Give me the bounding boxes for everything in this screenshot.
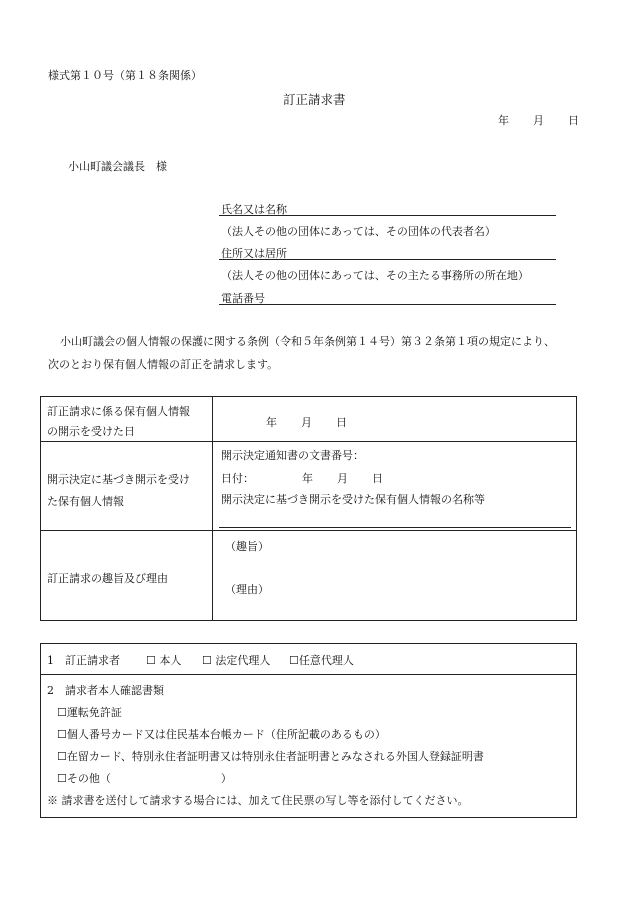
intro-line1: 小山町議会の個人情報の保護に関する条例（令和５年条例第１４号）第３２条第１項の規定により、: [60, 335, 555, 348]
option-label: 任意代理人: [298, 654, 354, 667]
date-year: 年: [302, 472, 313, 485]
id-doc-residence-card[interactable]: ☐在留カード、特別永住者証明書又は特別永住者証明書とみなされる外国人登録証明書: [57, 750, 484, 763]
requester-type-principal[interactable]: ☐ 本人: [146, 654, 182, 667]
date-day: 日: [336, 416, 347, 429]
disclosed-info-label: 開示決定に基づき開示を受け: [47, 473, 190, 486]
table-divider: [212, 396, 213, 621]
id-documents-label: 2 請求者本人確認書類: [47, 684, 164, 697]
notice-date-field[interactable]: [221, 472, 383, 486]
applicant-name-field[interactable]: [219, 200, 556, 216]
applicant-address-note: （法人その他の団体にあっては、その主たる事務所の所在地）: [221, 269, 529, 282]
doc-label: 在留カード、特別永住者証明書又は特別永住者証明書とみなされる外国人登録証明書: [66, 750, 484, 763]
applicant-address-field[interactable]: [219, 244, 556, 260]
disclosure-date-label-cont: の開示を受けた日: [47, 425, 135, 438]
doc-other-close: ）: [220, 772, 232, 785]
requester-type-voluntary-agent[interactable]: ☐任意代理人: [289, 654, 354, 667]
date-year: 年: [266, 416, 277, 429]
option-label: 法定代理人: [215, 654, 271, 667]
requester-type-legal-agent[interactable]: ☐ 法定代理人: [202, 654, 271, 667]
addressee: 小山町議会議長 様: [68, 160, 167, 173]
id-doc-drivers-license[interactable]: ☐運転免許証: [57, 706, 122, 719]
date-day: 日: [372, 472, 383, 485]
disclosed-info-label-cont: た保有個人情報: [47, 495, 124, 508]
doc-label: 個人番号カード又は住民基本台帳カード（住所記載のあるもの）: [66, 728, 386, 741]
option-label: 本人: [159, 654, 182, 667]
intro-line2: 次のとおり保有個人情報の訂正を請求します。: [48, 358, 279, 371]
date-month: 月: [533, 114, 544, 127]
applicant-name-note: （法人その他の団体にあっては、その団体の代表者名）: [221, 225, 496, 238]
reason-field[interactable]: （理由）: [225, 583, 269, 596]
disclosed-info-name-label: 開示決定に基づき開示を受けた保有個人情報の名称等: [221, 493, 485, 506]
disclosure-date-label: 訂正請求に係る保有個人情報: [47, 405, 190, 418]
notice-date-label: 日付：: [221, 472, 254, 485]
date-month: 月: [301, 416, 312, 429]
mailing-note: ※ 請求書を送付して請求する場合には、加えて住民票の写し等を添付してください。: [47, 794, 469, 807]
id-doc-my-number-card[interactable]: ☐個人番号カード又は住民基本台帳カード（住所記載のあるもの）: [57, 728, 386, 741]
table-row-line: [40, 530, 577, 531]
page-title: 訂正請求書: [283, 92, 346, 107]
applicant-address-label: 住所又は居所: [221, 247, 287, 260]
box-row-line: [40, 674, 577, 675]
requester-section-label: 1 訂正請求者: [47, 654, 120, 667]
doc-label: 運転免許証: [66, 706, 122, 719]
date-year: 年: [498, 114, 509, 127]
applicant-name-label: 氏名又は名称: [221, 203, 287, 216]
doc-label: その他（: [66, 772, 111, 785]
applicant-phone-field[interactable]: [219, 289, 556, 305]
table-row-line: [40, 441, 577, 442]
disclosed-info-name-field[interactable]: [219, 512, 571, 528]
form-number: 様式第１０号（第１８条関係）: [48, 69, 202, 82]
purpose-field[interactable]: （趣旨）: [225, 540, 269, 553]
date-day: 日: [568, 114, 579, 127]
disclosure-date-field[interactable]: [266, 416, 347, 430]
id-doc-other[interactable]: ☐その他（ ）: [57, 772, 232, 785]
purpose-reason-label: 訂正請求の趣旨及び理由: [47, 572, 168, 585]
request-date[interactable]: [498, 114, 579, 128]
date-month: 月: [337, 472, 348, 485]
notice-number-label[interactable]: 開示決定通知書の文書番号：: [221, 449, 364, 462]
applicant-phone-label: 電話番号: [221, 292, 265, 305]
